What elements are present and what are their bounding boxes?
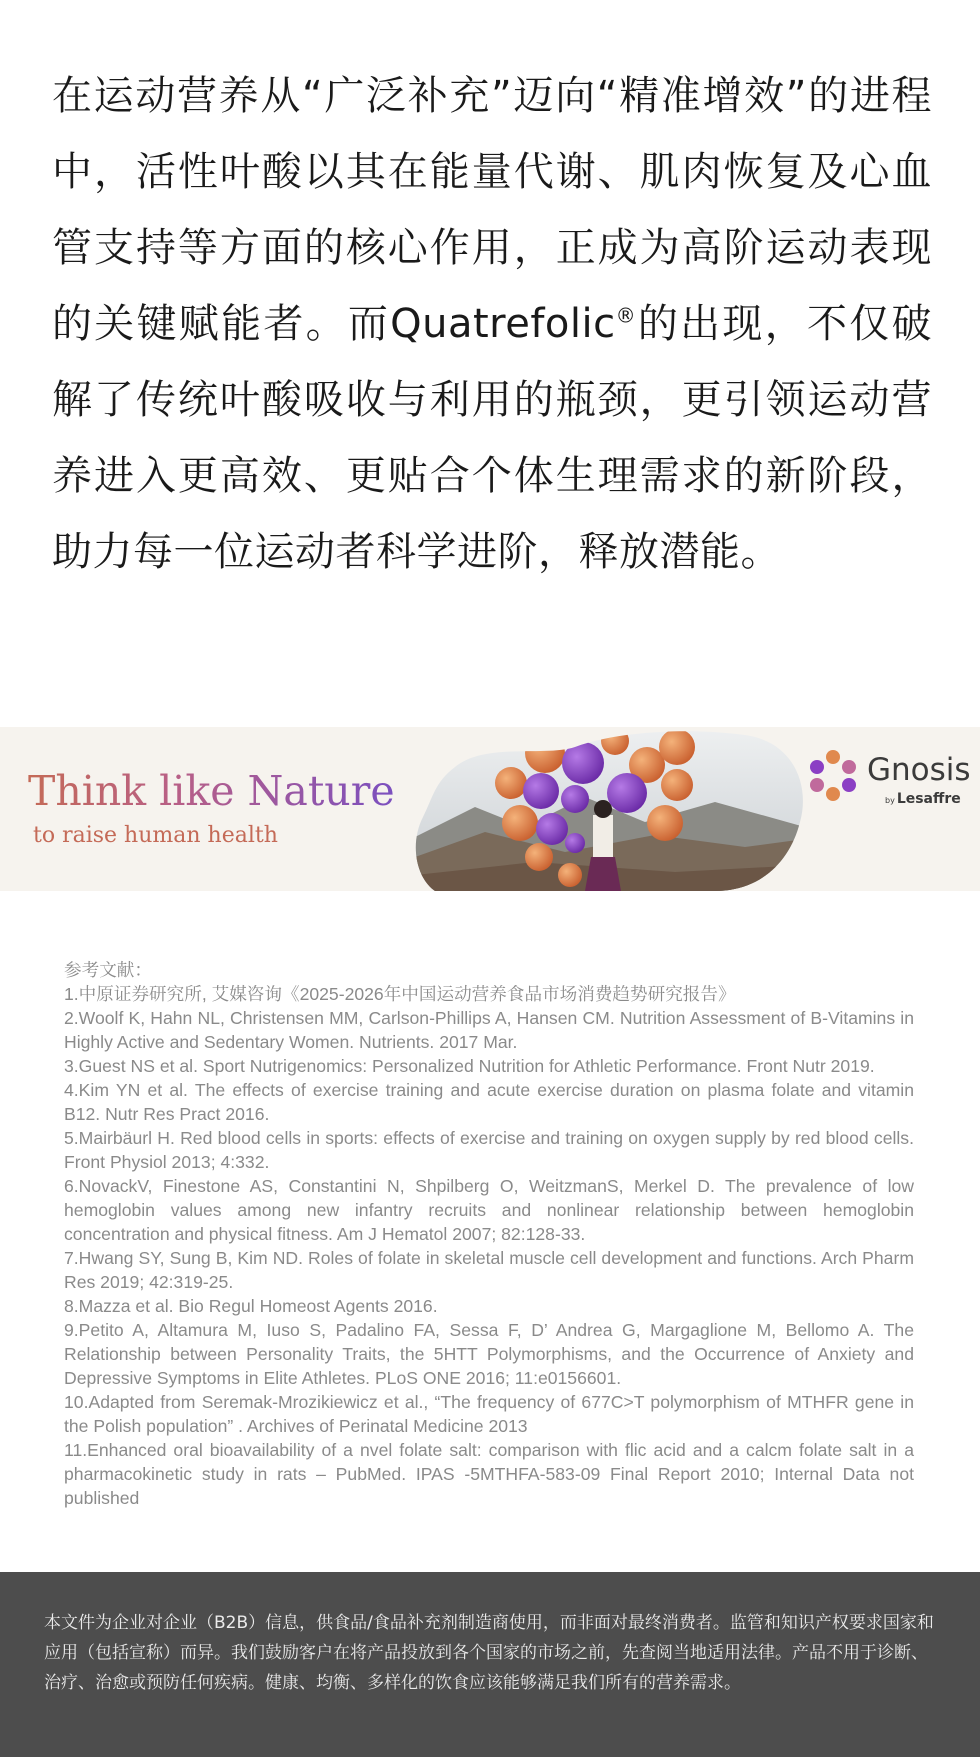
reference-item: 10.Adapted from Seremak-Mrozikiewicz et al., “The frequency of 677C>T polymorphism of MTHFR gene in the Polish population” . Archives of Perinatal Medicine 2013 <box>64 1392 914 1436</box>
intro-paragraph <box>52 58 932 590</box>
reference-item: 11.Enhanced oral bioavailability of a nvel folate salt: comparison with flic acid and a calcm folate salt in a pharmacokinetic study in rats – PubMed. IPAS -5MTHFA-583-09 Final Report 2010; Internal Data not published <box>64 1440 914 1508</box>
banner-title: Think like Nature <box>28 767 395 815</box>
disclaimer-footer <box>0 1572 980 1757</box>
reference-item: 2.Woolf K, Hahn NL, Christensen MM, Carlson-Phillips A, Hansen CM. Nutrition Assessment of B-Vitamins in Highly Active and Sedentary Women. Nutrients. 2017 Mar. <box>64 1008 914 1052</box>
brand-name: Gnosis <box>867 752 971 788</box>
reference-item: 3.Guest NS et al. Sport Nutrigenomics: Personalized Nutrition for Athletic Performance. Front Nutr 2019. <box>64 1056 875 1076</box>
banner-subtitle: to raise human health <box>33 823 278 848</box>
reference-item: 5.Mairbäurl H. Red blood cells in sports: effects of exercise and training on oxygen supply by red blood cells. Front Physiol 2013; 4:332. <box>64 1128 914 1172</box>
brand-company: by Lesaffre <box>885 791 961 807</box>
reference-item: 1.中原证券研究所, 艾媒咨询《2025-2026年中国运动营养食品市场消费趋势研究报告》 <box>64 984 736 1004</box>
reference-item: 4.Kim YN et al. The effects of exercise training and acute exercise duration on plasma folate and vitamin B12. Nutr Res Pract 2016. <box>64 1080 914 1124</box>
intro-text-before: 在运动营养从“广泛补充”迈向“精准增效”的进程中，活性叶酸以其在能量代谢、肌肉恢复及心血管支持等方面的核心作用，正成为高阶运动表现的关键赋能者。而Quatrefolic <box>52 73 932 347</box>
registered-mark: ® <box>615 303 637 328</box>
reference-item: 9.Petito A, Altamura M, Iuso S, Padalino FA, Sessa F, D’ Andrea G, Margaglione M, Bellomo A. The Relationship between Personality Traits, the 5HTT Polymorphisms, and the Occurrence of Anxiety and Depressive Symptoms in Elite Athletes. PLoS ONE 2016; 11:e0156601. <box>64 1320 914 1388</box>
banner-illustration <box>415 727 805 891</box>
reference-item: 7.Hwang SY, Sung B, Kim ND. Roles of folate in skeletal muscle cell development and functions. Arch Pharm Res 2019; 42:319-25. <box>64 1248 914 1292</box>
gnosis-banner <box>0 727 980 891</box>
references <box>64 958 914 1510</box>
disclaimer-text: 本文件为企业对企业（B2B）信息，供食品/食品补充剂制造商使用，而非面对最终消费者。监管和知识产权要求国家和应用（包括宣称）而异。我们鼓励客户在将产品投放到各个国家的市场之前，先查阅当地适用法律。产品不用于诊断、治疗、治愈或预防任何疾病。健康、均衡、多样化的饮食应该能够满足我们所有的营养需求。 <box>44 1613 934 1693</box>
references-heading: 参考文献： <box>64 960 152 980</box>
reference-item: 8.Mazza et al. Bio Regul Homeost Agents 2016. <box>64 1296 438 1316</box>
gnosis-logo <box>805 747 975 817</box>
reference-item: 6.NovackV, Finestone AS, Constantini N, Shpilberg O, WeitzmanS, Merkel D. The prevalence of low hemoglobin values among new infantry recruits and nonlinear relationship between hemoglobin concentration and physical fitness. Am J Hematol 2007; 82:128-33. <box>64 1176 914 1244</box>
gnosis-flower-icon <box>805 747 861 803</box>
intro-text-after: 的出现，不仅破解了传统叶酸吸收与利用的瓶颈，更引领运动营养进入更高效、更贴合个体生理需求的新阶段，助力每一位运动者科学进阶，释放潜能。 <box>52 301 932 575</box>
